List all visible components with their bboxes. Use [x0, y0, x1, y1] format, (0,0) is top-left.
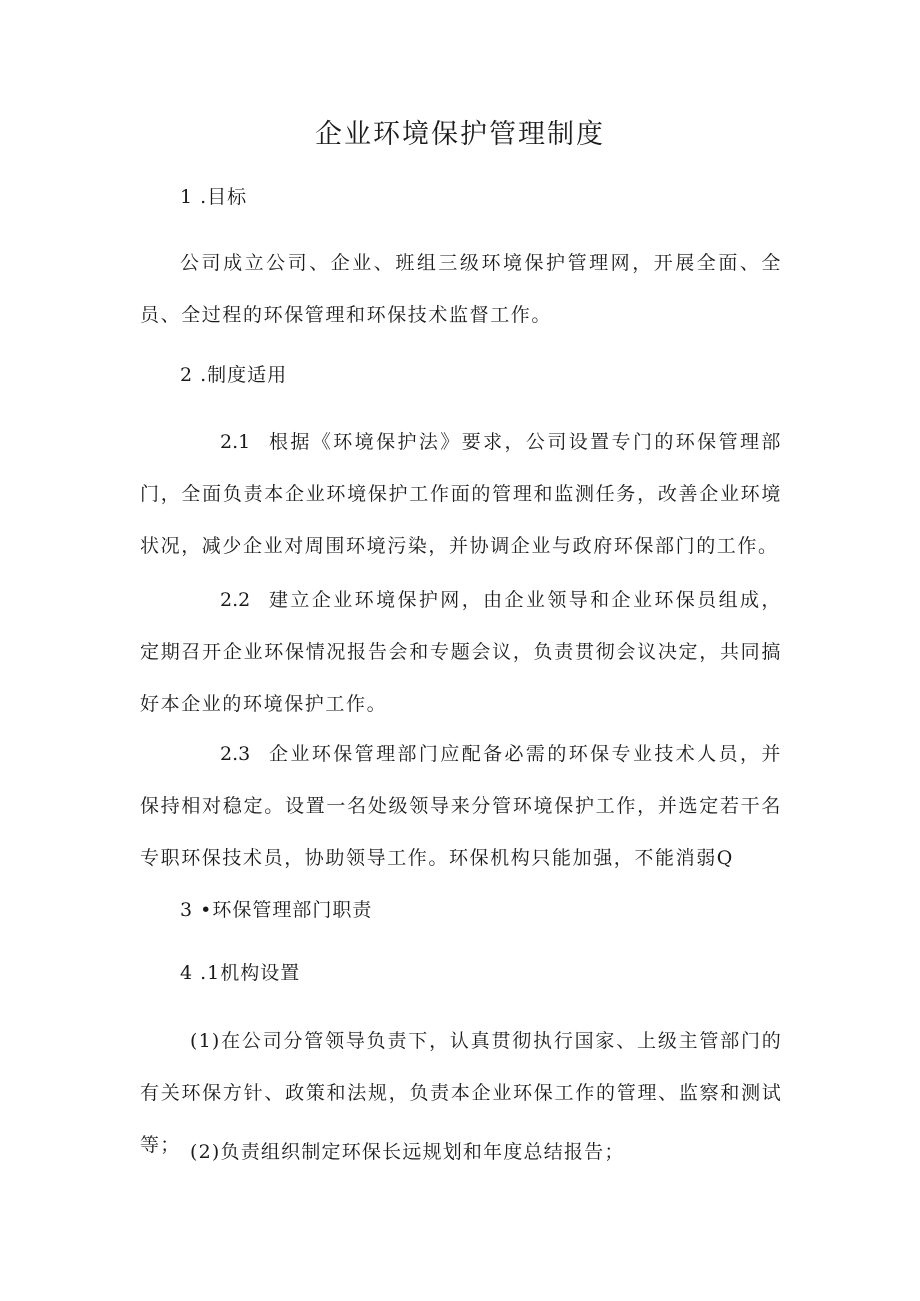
clause-2-1 [140, 416, 782, 572]
clause-2-2-text: 建立企业环境保护网，由企业领导和企业环保员组成，定期召开企业环保情况报告会和专题会议，负责贯彻会议决定，共同搞好本企业的环境保护工作。 [140, 589, 782, 715]
section-1-body: 公司成立公司、企业、班组三级环境保护管理网，开展全面、全员、全过程的环保管理和环保技术监督工作。 [140, 252, 782, 326]
duty-item-1: (1)在公司分管领导负责下，认真贯彻执行国家、上级主管部门的有关环保方针、政策和法规，负责本企业环保工作的管理、监察和测试等； [140, 1030, 782, 1156]
clause-2-1-text: 根据《环境保护法》要求，公司设置专门的环保管理部门，全面负责本企业环境保护工作面的管理和监测任务，改善企业环境状况，减少企业对周围环境污染，并协调企业与政府环保部门的工作。 [140, 431, 782, 557]
clause-2-3 [140, 728, 782, 884]
clause-2-1-number: 2.1 [220, 431, 251, 453]
duty-item-2: (2)负责组织制定环保长远规划和年度总结报告； [190, 1141, 625, 1163]
section-1-heading: 1 .目标 [180, 186, 248, 208]
section-4-1-heading: 4 .1机构设置 [180, 962, 301, 984]
clause-2-2 [140, 574, 782, 730]
section-2-heading: 2 .制度适用 [180, 364, 288, 386]
clause-2-2-number: 2.2 [220, 589, 251, 611]
document-title: 企业环境保护管理制度 [315, 119, 605, 150]
section-3-heading: 3 •环保管理部门职责 [180, 899, 373, 921]
clause-2-3-number: 2.3 [220, 743, 251, 765]
clause-2-3-text: 企业环保管理部门应配备必需的环保专业技术人员，并保持相对稳定。设置一名处级领导来分管环境保护工作，并选定若干名专职环保技术员，协助领导工作。环保机构只能加强，不能消弱Q [140, 743, 782, 869]
